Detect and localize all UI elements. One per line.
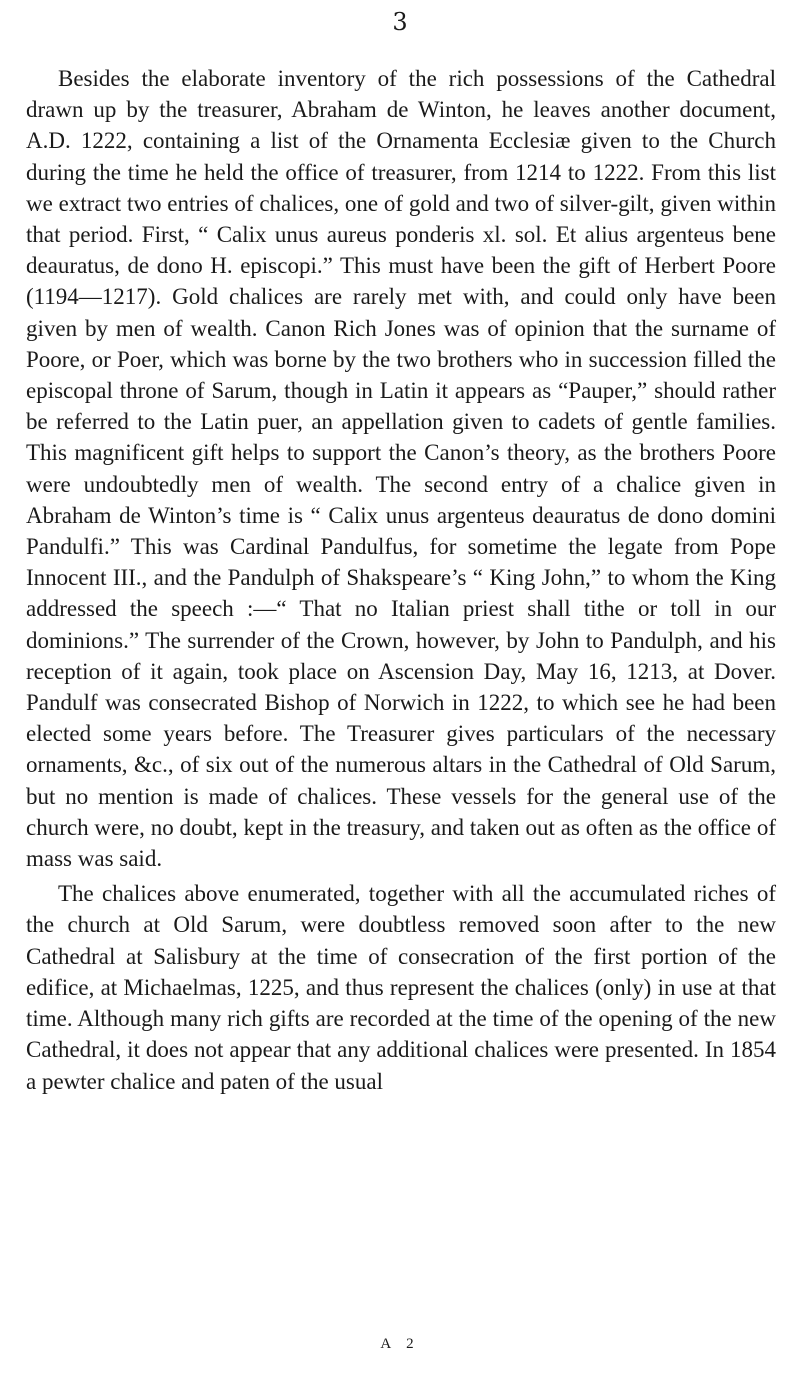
page-number: 3	[392, 8, 408, 36]
paragraph-chalices-removal: The chalices above enumerated, together with all the accumulated riches of the church at Old Sarum, were doubtless removed soon after to the new Cathedral at Salisbury at the time of consecration of the first portion of the edifice, at Michaelmas, 1225, and thus represent the chalices (only) in use at that time. Although many rich gifts are recorded at the time of the opening of the new Cathedral, it does not appear that any additional chalices were presented. In 1854 a pewter chalice and paten of the usual	[26, 881, 776, 1094]
body-text	[26, 63, 776, 1097]
paragraph-chalices-inventory: Besides the elaborate inventory of the rich possessions of the Cathedral drawn up by the treasurer, Abraham de Winton, he leaves another document, A.D. 1222, containing a list of the Ornamenta Ecclesiæ given to the Church during the time he held the office of treasurer, from 1214 to 1222. From this list we extract two entries of chalices, one of gold and two of silver-gilt, given within that period. First, “ Calix unus aureus ponderis xl. sol. Et alius argenteus bene deauratus, de dono H. episcopi.” This must have been the gift of Herbert Poore (1194—1217). Gold chalices are rarely met with, and could only have been given by men of wealth. Canon Rich Jones was of opinion that the surname of Poore, or Poer, which was borne by the two brothers who in succession filled the episcopal throne of Sarum, though in Latin it appears as “Pauper,” should rather be referred to the Latin puer, an appellation given to cadets of gentle families. This magnificent gift helps to support the Canon’s theory, as the brothers Poore were undoubtedly men of wealth. The second entry of a chalice given in Abraham de Winton’s time is “ Calix unus argenteus deauratus de dono domini Pandulfi.” This was Cardinal Pandulfus, for sometime the legate from Pope Innocent III., and the Pandulph of Shakspeare’s “ King John,” to whom the King addressed the speech :—“ That no Italian priest shall tithe or toll in our dominions.” The surrender of the Crown, however, by John to Pandulph, and his reception of it again, took place on Ascension Day, May 16, 1213, at Dover. Pandulf was consecrated Bishop of Norwich in 1222, to which see he had been elected some years before. The Treasurer gives particulars of the necessary ornaments, &c., of six out of the numerous altars in the Cathedral of Old Sarum, but no mention is made of chalices. These vessels for the general use of the church were, no doubt, kept in the treasury, and taken out as often as the office of mass was said.	[26, 66, 776, 872]
signature-mark: A 2	[380, 1336, 420, 1352]
